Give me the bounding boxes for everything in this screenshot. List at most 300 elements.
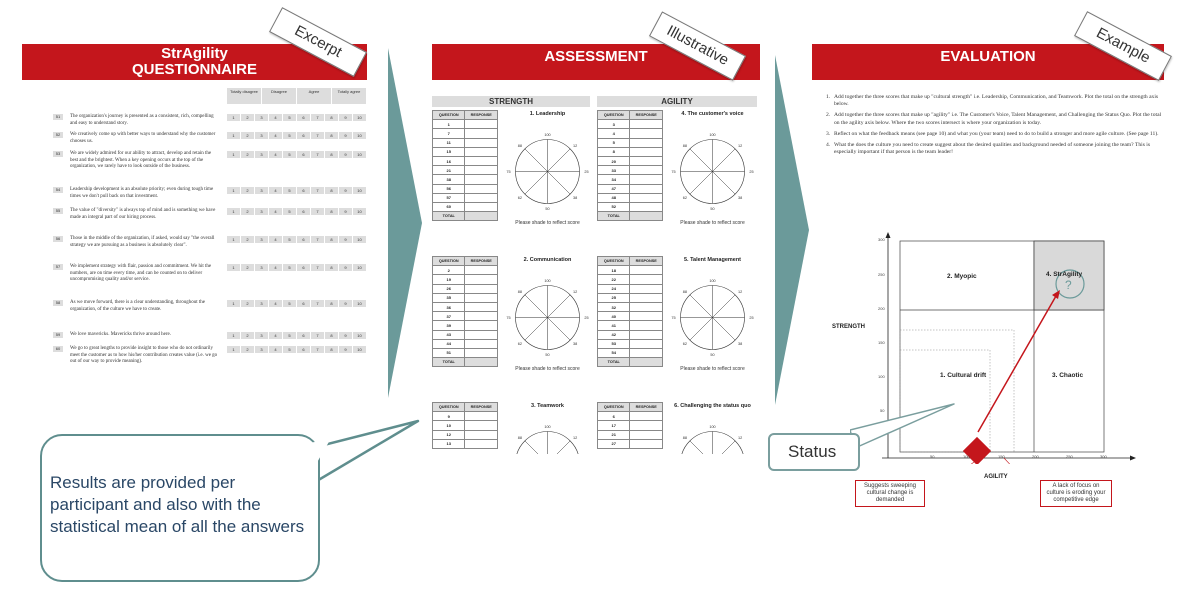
- question-mark-icon: ?: [1065, 278, 1072, 292]
- response-cell[interactable]: [630, 138, 663, 147]
- total-row: [598, 358, 663, 367]
- note-left-connector: [902, 462, 974, 464]
- radar-label: 62: [517, 342, 523, 347]
- question-text: Those in the middle of the organization, if asked, would say "the overall strategy we are pursuing as a business is absolutely clear".: [70, 236, 215, 248]
- total-label: TOTAL: [598, 358, 630, 367]
- rating-option[interactable]: 9: [339, 332, 353, 339]
- response-cell[interactable]: [465, 193, 498, 202]
- question-number-cell: 38: [433, 175, 465, 184]
- radar-label: 50: [710, 353, 715, 357]
- table-row: [598, 412, 663, 421]
- table-row: [598, 193, 663, 202]
- total-label: TOTAL: [433, 212, 465, 221]
- radar-chart[interactable]: 10012253850627588: [506, 425, 589, 503]
- radar-title: 4. The customer's voice: [681, 111, 744, 117]
- rating-option[interactable]: 8: [325, 264, 339, 271]
- table-row: [598, 348, 663, 357]
- evaluation-step: [826, 94, 1162, 108]
- response-cell[interactable]: [465, 175, 498, 184]
- radar-label: 25: [749, 316, 754, 320]
- rating-option[interactable]: 3: [255, 236, 269, 243]
- table-row: [598, 184, 663, 193]
- radar-chart[interactable]: 10012253850627588: [671, 425, 754, 503]
- rating-option[interactable]: 10: [353, 151, 367, 158]
- rating-option[interactable]: 10: [353, 208, 367, 215]
- rating-option[interactable]: 8: [325, 208, 339, 215]
- quadrant-chaotic: 3. Chaotic: [1052, 372, 1084, 379]
- rating-option[interactable]: 5: [283, 332, 297, 339]
- rating-option[interactable]: 2: [241, 151, 255, 158]
- rating-option[interactable]: 2: [241, 300, 255, 307]
- rating-option[interactable]: 8: [325, 114, 339, 121]
- quadrant-myopic: 2. Myopic: [947, 273, 977, 280]
- response-cell[interactable]: [630, 321, 663, 330]
- response-cell[interactable]: [630, 348, 663, 357]
- response-cell[interactable]: [630, 330, 663, 339]
- radar-label: 38: [572, 342, 578, 347]
- rating-option[interactable]: 6: [297, 332, 311, 339]
- evaluation-step: [826, 131, 1162, 138]
- step-text: Reflect on what the feedback means (see page 10) and what you (your team) need to do to build a stronger and more agile culture. (See page 11).: [834, 130, 1159, 137]
- evaluation-steps: [826, 94, 1162, 160]
- rating-option[interactable]: 1: [227, 236, 241, 243]
- response-cell[interactable]: [465, 339, 498, 348]
- table-row: [433, 120, 498, 129]
- rating-option[interactable]: 6: [297, 208, 311, 215]
- radar-chart[interactable]: [500, 124, 595, 219]
- rating-option[interactable]: 10: [353, 187, 367, 194]
- question-number-cell: 25: [598, 293, 630, 302]
- rating-option[interactable]: 2: [241, 264, 255, 271]
- rating-option[interactable]: 4: [269, 187, 283, 194]
- quadrant-cultural-drift: 1. Cultural drift: [940, 372, 987, 379]
- radar-label: 100: [544, 133, 551, 137]
- rating-option[interactable]: 1: [227, 300, 241, 307]
- table-row: [598, 302, 663, 311]
- radar-chart[interactable]: [665, 270, 760, 365]
- rating-option[interactable]: 8: [325, 332, 339, 339]
- radar-label: 100: [544, 425, 551, 429]
- response-cell[interactable]: [465, 430, 498, 439]
- rating-scale: [227, 346, 367, 353]
- response-cell[interactable]: [630, 156, 663, 165]
- response-cell[interactable]: [465, 312, 498, 321]
- table-header: RESPONSE: [630, 403, 663, 412]
- question-text: We are widely admired for our ability to attract, develop and retain the best and the brightest. When a key opening occurs at the top of the organization, we rarely have to look outside of the business.: [70, 151, 212, 169]
- question-text: We creatively come up with better ways to understand why the customer chooses us.: [70, 132, 216, 144]
- rating-option[interactable]: 5: [283, 114, 297, 121]
- radar-title: 5. Talent Management: [683, 257, 742, 263]
- rating-option[interactable]: 2: [241, 346, 255, 353]
- rating-option[interactable]: 4: [269, 151, 283, 158]
- question-response-table: [597, 256, 663, 367]
- response-cell[interactable]: [630, 202, 663, 211]
- rating-option[interactable]: 10: [353, 300, 367, 307]
- question-number-cell: 42: [598, 330, 630, 339]
- radar-label: 38: [572, 196, 578, 201]
- question-number-cell: 36: [433, 302, 465, 311]
- question-number-cell: 37: [433, 312, 465, 321]
- rating-option[interactable]: 5: [283, 151, 297, 158]
- table-row: [598, 284, 663, 293]
- question-number-cell: 16: [433, 156, 465, 165]
- rating-option[interactable]: 5: [283, 132, 297, 139]
- rating-option[interactable]: 3: [255, 151, 269, 158]
- questionnaire-panel: [22, 44, 385, 394]
- response-cell[interactable]: [465, 166, 498, 175]
- rating-option[interactable]: 10: [353, 332, 367, 339]
- question-number-cell: 19: [433, 275, 465, 284]
- radar-label: 100: [544, 279, 551, 283]
- table-row: [433, 421, 498, 430]
- question-number: 57: [53, 264, 63, 270]
- response-cell[interactable]: [465, 321, 498, 330]
- response-cell[interactable]: [630, 275, 663, 284]
- radar-label: 88: [682, 143, 688, 148]
- rating-option[interactable]: 5: [283, 236, 297, 243]
- response-cell[interactable]: [630, 302, 663, 311]
- question-number-cell: 13: [433, 439, 465, 448]
- total-cell[interactable]: [465, 358, 498, 367]
- rating-option[interactable]: 6: [297, 346, 311, 353]
- response-cell[interactable]: [630, 193, 663, 202]
- rating-option[interactable]: 3: [255, 264, 269, 271]
- question-number-cell: 3: [598, 120, 630, 129]
- rating-option[interactable]: 1: [227, 151, 241, 158]
- shade-note: Please shade to reflect score: [680, 220, 745, 226]
- table-row: [433, 193, 498, 202]
- response-cell[interactable]: [630, 184, 663, 193]
- response-cell[interactable]: [465, 275, 498, 284]
- rating-option[interactable]: 10: [353, 132, 367, 139]
- response-cell[interactable]: [465, 439, 498, 448]
- rating-option[interactable]: 8: [325, 236, 339, 243]
- scale-header: [227, 88, 367, 104]
- radar-label: 100: [709, 279, 716, 283]
- rating-option[interactable]: 8: [325, 300, 339, 307]
- radar-chart[interactable]: [500, 270, 595, 365]
- rating-option[interactable]: 8: [325, 132, 339, 139]
- rating-scale: [227, 300, 367, 307]
- radar-label: 88: [517, 289, 523, 294]
- response-cell[interactable]: [465, 293, 498, 302]
- shade-note: Please shade to reflect score: [680, 366, 745, 372]
- question-number-cell: 27: [598, 439, 630, 448]
- table-header: RESPONSE: [465, 111, 498, 120]
- rating-option[interactable]: 5: [283, 264, 297, 271]
- question-number-cell: 44: [433, 339, 465, 348]
- arrow-1-icon: [388, 48, 422, 398]
- rating-option[interactable]: 8: [325, 187, 339, 194]
- question-number: 51: [53, 114, 63, 120]
- rating-option[interactable]: 7: [311, 346, 325, 353]
- rating-option[interactable]: 4: [269, 208, 283, 215]
- response-cell[interactable]: [630, 430, 663, 439]
- total-row: [433, 358, 498, 367]
- radar-label: 88: [682, 289, 688, 294]
- total-row: [433, 212, 498, 221]
- rating-option[interactable]: 9: [339, 151, 353, 158]
- table-row: [433, 175, 498, 184]
- rating-option[interactable]: 9: [339, 300, 353, 307]
- rating-option[interactable]: 7: [311, 187, 325, 194]
- question-number: 53: [53, 151, 63, 157]
- rating-option[interactable]: 1: [227, 346, 241, 353]
- rating-option[interactable]: 10: [353, 114, 367, 121]
- radar-label: 62: [682, 342, 688, 347]
- rating-option[interactable]: 6: [297, 114, 311, 121]
- question-number-cell: 52: [598, 202, 630, 211]
- rating-option[interactable]: 2: [241, 187, 255, 194]
- rating-option[interactable]: 5: [283, 346, 297, 353]
- response-cell[interactable]: [630, 147, 663, 156]
- rating-option[interactable]: 4: [269, 332, 283, 339]
- response-cell[interactable]: [465, 302, 498, 311]
- rating-option[interactable]: 4: [269, 264, 283, 271]
- radar-label: 88: [682, 435, 688, 440]
- question-number-cell: 15: [433, 147, 465, 156]
- rating-option[interactable]: 4: [269, 132, 283, 139]
- response-cell[interactable]: [465, 330, 498, 339]
- table-row: [598, 166, 663, 175]
- question-number: 55: [53, 208, 63, 214]
- rating-option[interactable]: 9: [339, 187, 353, 194]
- rating-option[interactable]: 3: [255, 208, 269, 215]
- y-tick: 300: [878, 237, 885, 242]
- radar-label: 12: [572, 143, 578, 148]
- question-number-cell: 8: [598, 147, 630, 156]
- rating-option[interactable]: 4: [269, 114, 283, 121]
- response-cell[interactable]: [630, 312, 663, 321]
- radar-chart[interactable]: [665, 124, 760, 219]
- questionnaire-title-line2: QUESTIONNAIRE: [131, 61, 257, 78]
- table-row: [433, 138, 498, 147]
- question-number-cell: 51: [433, 348, 465, 357]
- radar-label: 12: [737, 289, 743, 294]
- question-number: 56: [53, 236, 63, 242]
- total-cell[interactable]: [630, 212, 663, 221]
- table-header: RESPONSE: [630, 257, 663, 266]
- rating-option[interactable]: 6: [297, 236, 311, 243]
- rating-option[interactable]: 1: [227, 264, 241, 271]
- x-tick: 250: [1066, 454, 1073, 459]
- radar-label: 62: [682, 196, 688, 201]
- question-number-cell: 56: [433, 184, 465, 193]
- agility-header: AGILITY: [597, 96, 757, 107]
- question-response-table: [432, 256, 498, 367]
- rating-option[interactable]: 7: [311, 132, 325, 139]
- x-tick: 100: [963, 454, 970, 459]
- x-axis-arrowhead-icon: [1130, 456, 1136, 461]
- response-cell[interactable]: [465, 147, 498, 156]
- response-cell[interactable]: [465, 202, 498, 211]
- rating-option[interactable]: 7: [311, 300, 325, 307]
- rating-option[interactable]: 8: [325, 151, 339, 158]
- response-cell[interactable]: [465, 284, 498, 293]
- radar-title: 3. Teamwork: [531, 403, 564, 409]
- response-cell[interactable]: [630, 412, 663, 421]
- rating-option[interactable]: 5: [283, 208, 297, 215]
- y-tick: 150: [878, 340, 885, 345]
- response-cell[interactable]: [465, 412, 498, 421]
- rating-option[interactable]: 2: [241, 132, 255, 139]
- rating-option[interactable]: 1: [227, 332, 241, 339]
- rating-option[interactable]: 2: [241, 208, 255, 215]
- rating-option[interactable]: 9: [339, 346, 353, 353]
- rating-option[interactable]: 9: [339, 264, 353, 271]
- question-number-cell: 43: [433, 330, 465, 339]
- response-cell[interactable]: [630, 421, 663, 430]
- table-row: [598, 138, 663, 147]
- rating-option[interactable]: 7: [311, 208, 325, 215]
- rating-option[interactable]: 6: [297, 264, 311, 271]
- response-cell[interactable]: [630, 339, 663, 348]
- total-cell[interactable]: [465, 212, 498, 221]
- rating-option[interactable]: 5: [283, 300, 297, 307]
- response-cell[interactable]: [465, 129, 498, 138]
- radar-label: 75: [506, 170, 511, 174]
- rating-option[interactable]: 5: [283, 187, 297, 194]
- response-cell[interactable]: [630, 439, 663, 448]
- rating-option[interactable]: 4: [269, 346, 283, 353]
- rating-option[interactable]: 3: [255, 346, 269, 353]
- question-number-cell: 60: [433, 202, 465, 211]
- rating-option[interactable]: 6: [297, 151, 311, 158]
- response-cell[interactable]: [465, 266, 498, 275]
- rating-option[interactable]: 7: [311, 264, 325, 271]
- radar-label: 88: [517, 143, 523, 148]
- rating-option[interactable]: 7: [311, 151, 325, 158]
- rating-option[interactable]: 3: [255, 187, 269, 194]
- rating-option[interactable]: 10: [353, 346, 367, 353]
- table-header: QUESTION: [433, 111, 465, 120]
- rating-scale: [227, 114, 367, 121]
- question-number: 59: [53, 332, 63, 338]
- excerpt-tag: Excerpt: [269, 7, 367, 77]
- question-text: We implement strategy with flair, passion and commitment. We hit the numbers, are on time every time, and can be counted on to deliver uncompromising quality and/or service.: [70, 264, 212, 282]
- total-label: TOTAL: [598, 212, 630, 221]
- rating-option[interactable]: 10: [353, 264, 367, 271]
- radar-label: 88: [517, 435, 523, 440]
- rating-option[interactable]: 3: [255, 132, 269, 139]
- response-cell[interactable]: [630, 120, 663, 129]
- rating-option[interactable]: 4: [269, 236, 283, 243]
- total-label: TOTAL: [433, 358, 465, 367]
- rating-option[interactable]: 10: [353, 236, 367, 243]
- shade-note: Please shade to reflect score: [515, 366, 580, 372]
- rating-scale: [227, 151, 367, 158]
- rating-option[interactable]: 3: [255, 300, 269, 307]
- question-number-cell: 35: [433, 293, 465, 302]
- question-number-cell: 18: [598, 266, 630, 275]
- radar-label: 25: [584, 316, 589, 320]
- radar-label: 62: [517, 196, 523, 201]
- response-cell[interactable]: [465, 138, 498, 147]
- question-number-cell: 39: [433, 321, 465, 330]
- rating-option[interactable]: 8: [325, 346, 339, 353]
- scale-header-totally-disagree: Totally disagree: [227, 88, 262, 104]
- table-row: [433, 321, 498, 330]
- rating-option[interactable]: 2: [241, 114, 255, 121]
- question-text: We go to great lengths to provide insight to those who do not ordinarily meet the customer as to how his/her contribution creates value (i.e. we go out of our way to provide meaning).: [70, 346, 218, 364]
- question-number-cell: 21: [433, 166, 465, 175]
- questionnaire-title-line1: StrAgility: [161, 45, 228, 62]
- question-number-cell: 48: [598, 193, 630, 202]
- table-row: [598, 321, 663, 330]
- status-diamond-icon: [963, 437, 991, 464]
- table-row: [433, 439, 498, 448]
- rating-option[interactable]: 9: [339, 132, 353, 139]
- arrow-2-icon: [775, 55, 809, 405]
- radar-label: 38: [737, 342, 743, 347]
- rating-option[interactable]: 6: [297, 187, 311, 194]
- radar-label: 25: [749, 170, 754, 174]
- callout-text: Results are provided per participant and also with the statistical mean of all the answers: [50, 473, 305, 536]
- rating-option[interactable]: 7: [311, 114, 325, 121]
- rating-option[interactable]: 7: [311, 332, 325, 339]
- response-cell[interactable]: [630, 129, 663, 138]
- response-cell[interactable]: [465, 156, 498, 165]
- question-number-cell: 17: [598, 421, 630, 430]
- question-text: Leadership development is an absolute priority; even during tough time times we don't pull back on that investment.: [70, 187, 214, 199]
- rating-option[interactable]: 6: [297, 132, 311, 139]
- response-cell[interactable]: [630, 266, 663, 275]
- rating-option[interactable]: 9: [339, 114, 353, 121]
- rating-option[interactable]: 6: [297, 300, 311, 307]
- note-sweeping-change: Suggests sweeping cultural change is demanded: [855, 480, 925, 507]
- question-number-cell: 47: [598, 184, 630, 193]
- response-cell[interactable]: [465, 421, 498, 430]
- response-cell[interactable]: [630, 166, 663, 175]
- table-header: QUESTION: [598, 257, 630, 266]
- table-row: [433, 330, 498, 339]
- total-cell[interactable]: [630, 358, 663, 367]
- rating-option[interactable]: 9: [339, 208, 353, 215]
- strength-axis-label: STRENGTH: [832, 324, 865, 330]
- y-tick: 50: [880, 408, 885, 413]
- rating-scale: [227, 132, 367, 139]
- question-number-cell: 40: [598, 312, 630, 321]
- radar-label: 12: [572, 435, 578, 440]
- rating-option[interactable]: 7: [311, 236, 325, 243]
- status-label: Status: [768, 433, 860, 471]
- rating-option[interactable]: 2: [241, 236, 255, 243]
- scale-header-disagree: Disagree: [262, 88, 297, 104]
- rating-option[interactable]: 1: [227, 208, 241, 215]
- response-cell[interactable]: [465, 348, 498, 357]
- response-cell[interactable]: [465, 184, 498, 193]
- table-row: [433, 202, 498, 211]
- rating-option[interactable]: 1: [227, 132, 241, 139]
- shade-note: Please shade to reflect score: [515, 220, 580, 226]
- response-cell[interactable]: [630, 175, 663, 184]
- rating-option[interactable]: 1: [227, 187, 241, 194]
- rating-option[interactable]: 3: [255, 332, 269, 339]
- rating-option[interactable]: 2: [241, 332, 255, 339]
- rating-option[interactable]: 1: [227, 114, 241, 121]
- scale-header-agree: Agree: [297, 88, 332, 104]
- rating-option[interactable]: 4: [269, 300, 283, 307]
- response-cell[interactable]: [630, 284, 663, 293]
- rating-option[interactable]: 3: [255, 114, 269, 121]
- table-header: RESPONSE: [630, 111, 663, 120]
- evaluation-step: [826, 112, 1162, 126]
- response-cell[interactable]: [630, 293, 663, 302]
- rating-option[interactable]: 9: [339, 236, 353, 243]
- question-text: The value of "diversity" is always top of mind and is something we have made an integral part of our hiring process.: [70, 208, 216, 220]
- response-cell[interactable]: [465, 120, 498, 129]
- table-row: [433, 166, 498, 175]
